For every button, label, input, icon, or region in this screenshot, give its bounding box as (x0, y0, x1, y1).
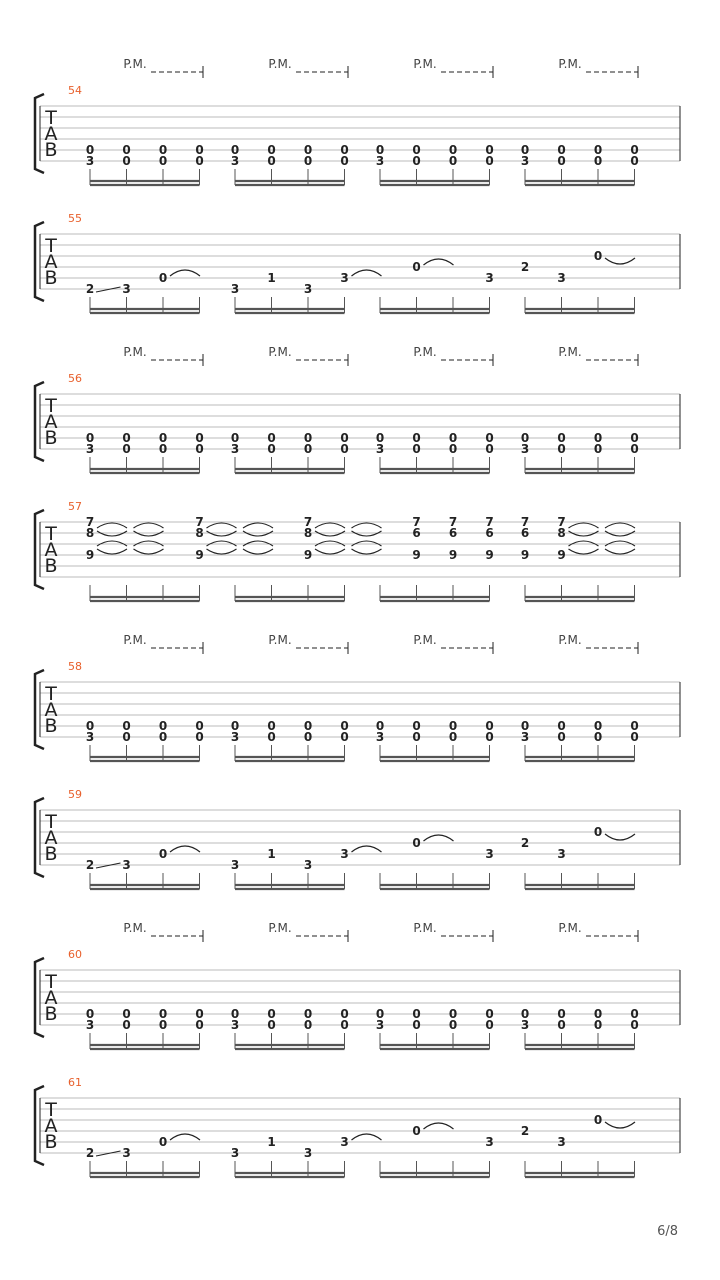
fret-number: 0 (520, 1007, 530, 1021)
fret-number: 0 (593, 249, 603, 263)
tie-arc (170, 846, 200, 852)
palm-mute-label: P.M. (268, 57, 292, 71)
fret-number: 3 (375, 442, 385, 456)
fret-number: 0 (340, 442, 349, 456)
measure-number: 61 (68, 1076, 82, 1089)
fret-number: 0 (158, 719, 168, 733)
fret-number: 0 (340, 719, 349, 733)
fret-number: 0 (630, 719, 639, 733)
fret-number: 3 (230, 442, 240, 456)
tab-clef-letter: A (44, 827, 58, 849)
fret-number: 9 (485, 548, 494, 562)
fret-number: 0 (448, 719, 458, 733)
palm-mute-label: P.M. (558, 633, 582, 647)
palm-mute-label: P.M. (268, 921, 292, 935)
tie-arc (352, 549, 382, 554)
fret-number: 0 (557, 1018, 566, 1032)
fret-number: 0 (593, 442, 603, 456)
fret-number: 0 (557, 143, 566, 157)
fret-number: 9 (448, 548, 458, 562)
fret-number: 0 (630, 431, 639, 445)
fret-number: 0 (448, 730, 458, 744)
fret-number: 0 (412, 431, 421, 445)
tie-arc (424, 259, 454, 265)
tab-clef-letter: B (44, 843, 58, 865)
fret-number: 6 (448, 526, 458, 540)
tab-clef-letter: A (44, 699, 58, 721)
fret-number: 0 (412, 442, 421, 456)
fret-number: 1 (267, 847, 276, 861)
fret-number: 3 (122, 1146, 131, 1160)
tab-clef-letter: A (44, 987, 58, 1009)
tab-clef-letter: A (44, 251, 58, 273)
tab-clef-letter: T (45, 235, 57, 257)
fret-number: 0 (412, 1124, 421, 1138)
fret-number: 0 (375, 719, 385, 733)
palm-mute-label: P.M. (123, 633, 147, 647)
fret-number: 0 (195, 730, 204, 744)
fret-number: 0 (557, 431, 566, 445)
tie-arc (605, 258, 635, 264)
fret-number: 0 (303, 154, 313, 168)
fret-number: 0 (557, 1007, 566, 1021)
fret-number: 0 (303, 143, 313, 157)
fret-number: 9 (412, 548, 421, 562)
tie-arc (605, 523, 635, 528)
tie-arc (170, 270, 200, 276)
fret-number: 0 (122, 431, 131, 445)
fret-number: 0 (520, 431, 530, 445)
tab-system (35, 1076, 680, 1177)
fret-number: 0 (448, 431, 458, 445)
fret-number: 0 (158, 154, 168, 168)
fret-number: 8 (195, 526, 204, 540)
fret-number: 0 (158, 1135, 168, 1149)
tab-clef-letter: A (44, 411, 58, 433)
measure-number: 59 (68, 788, 82, 801)
measure-number: 54 (68, 84, 82, 97)
tab-system (35, 921, 680, 1049)
tie-arc (352, 523, 382, 528)
fret-number: 0 (230, 431, 240, 445)
fret-number: 2 (520, 1124, 530, 1138)
fret-number: 0 (195, 1018, 204, 1032)
tie-arc (170, 1134, 200, 1140)
fret-number: 0 (340, 431, 349, 445)
fret-number: 0 (412, 1007, 421, 1021)
fret-number: 0 (557, 719, 566, 733)
fret-number: 0 (230, 1007, 240, 1021)
fret-number: 0 (267, 143, 276, 157)
fret-number: 0 (375, 143, 385, 157)
tab-clef-letter: B (44, 1131, 58, 1153)
measure-number: 58 (68, 660, 82, 673)
fret-number: 0 (630, 1018, 639, 1032)
fret-number: 2 (85, 1146, 95, 1160)
fret-number: 0 (85, 431, 95, 445)
tie-arc (569, 549, 599, 554)
fret-number: 0 (485, 442, 494, 456)
fret-number: 0 (412, 730, 421, 744)
fret-number: 0 (158, 431, 168, 445)
fret-number: 3 (122, 858, 131, 872)
fret-number: 7 (85, 515, 95, 529)
fret-number: 9 (520, 548, 530, 562)
fret-number: 0 (267, 730, 276, 744)
fret-number: 3 (230, 1018, 240, 1032)
fret-number: 0 (303, 1018, 313, 1032)
fret-number: 3 (122, 282, 131, 296)
fret-number: 0 (593, 1018, 603, 1032)
fret-number: 1 (267, 1135, 276, 1149)
fret-number: 0 (195, 143, 204, 157)
fret-number: 3 (375, 730, 385, 744)
fret-number: 3 (303, 282, 313, 296)
fret-number: 3 (230, 730, 240, 744)
fret-number: 0 (85, 143, 95, 157)
fret-number: 0 (630, 154, 639, 168)
fret-number: 0 (448, 1018, 458, 1032)
fret-number: 0 (195, 442, 204, 456)
fret-number: 3 (557, 847, 566, 861)
tab-clef-letter: T (45, 107, 57, 129)
fret-number: 3 (520, 730, 530, 744)
fret-number: 0 (375, 431, 385, 445)
fret-number: 0 (448, 154, 458, 168)
fret-number: 0 (593, 1113, 603, 1127)
fret-number: 0 (303, 719, 313, 733)
fret-number: 0 (122, 154, 131, 168)
fret-number: 3 (557, 271, 566, 285)
tab-system (35, 633, 680, 761)
fret-number: 0 (158, 442, 168, 456)
fret-number: 0 (448, 143, 458, 157)
fret-number: 0 (340, 143, 349, 157)
fret-number: 3 (375, 154, 385, 168)
tab-clef-letter: T (45, 395, 57, 417)
fret-number: 9 (557, 548, 566, 562)
fret-number: 0 (267, 1018, 276, 1032)
fret-number: 0 (448, 442, 458, 456)
fret-number: 3 (303, 858, 313, 872)
fret-number: 0 (340, 730, 349, 744)
fret-number: 0 (593, 825, 603, 839)
palm-mute-label: P.M. (558, 921, 582, 935)
fret-number: 0 (195, 719, 204, 733)
tab-system (35, 345, 680, 473)
fret-number: 3 (85, 442, 95, 456)
fret-number: 3 (485, 271, 494, 285)
tab-clef-letter: B (44, 1003, 58, 1025)
fret-number: 0 (630, 442, 639, 456)
tie-arc (352, 1134, 382, 1140)
fret-number: 0 (448, 1007, 458, 1021)
tie-arc (207, 549, 237, 554)
tab-clef-letter: B (44, 139, 58, 161)
fret-number: 7 (557, 515, 566, 529)
fret-number: 3 (230, 858, 240, 872)
palm-mute-label: P.M. (123, 921, 147, 935)
fret-number: 0 (303, 431, 313, 445)
fret-number: 0 (485, 154, 494, 168)
fret-number: 0 (557, 442, 566, 456)
tab-clef-letter: T (45, 683, 57, 705)
tab-clef-letter: T (45, 971, 57, 993)
fret-number: 0 (520, 143, 530, 157)
fret-number: 0 (158, 1018, 168, 1032)
fret-number: 0 (158, 730, 168, 744)
fret-number: 3 (485, 847, 494, 861)
fret-number: 3 (340, 271, 349, 285)
fret-number: 0 (340, 1018, 349, 1032)
fret-number: 3 (520, 154, 530, 168)
tie-arc (424, 1123, 454, 1129)
fret-number: 3 (85, 154, 95, 168)
tie-arc (134, 523, 164, 528)
tie-arc (315, 523, 345, 528)
fret-number: 0 (195, 1007, 204, 1021)
palm-mute-label: P.M. (558, 57, 582, 71)
fret-number: 0 (412, 154, 421, 168)
fret-number: 0 (267, 442, 276, 456)
fret-number: 0 (303, 442, 313, 456)
tab-clef-letter: B (44, 715, 58, 737)
measure-number: 60 (68, 948, 82, 961)
fret-number: 8 (303, 526, 313, 540)
fret-number: 0 (485, 431, 494, 445)
fret-number: 0 (122, 1007, 131, 1021)
fret-number: 0 (412, 143, 421, 157)
fret-number: 9 (303, 548, 313, 562)
fret-number: 8 (85, 526, 95, 540)
fret-number: 7 (412, 515, 421, 529)
tab-clef-letter: T (45, 1099, 57, 1121)
tab-clef-letter: B (44, 267, 58, 289)
measure-number: 57 (68, 500, 82, 513)
fret-number: 3 (230, 282, 240, 296)
fret-number: 3 (230, 154, 240, 168)
tie-arc (605, 834, 635, 840)
tie-arc (605, 1122, 635, 1128)
tie-arc (315, 549, 345, 554)
palm-mute-label: P.M. (268, 345, 292, 359)
fret-number: 0 (158, 847, 168, 861)
page-number: 6/8 (657, 1224, 678, 1239)
tie-arc (569, 523, 599, 528)
fret-number: 0 (158, 271, 168, 285)
fret-number: 0 (267, 1007, 276, 1021)
fret-number: 3 (485, 1135, 494, 1149)
fret-number: 2 (85, 282, 95, 296)
tab-system (35, 212, 680, 313)
fret-number: 7 (520, 515, 530, 529)
fret-number: 0 (593, 719, 603, 733)
fret-number: 2 (85, 858, 95, 872)
fret-number: 0 (195, 431, 204, 445)
tab-system (35, 500, 680, 601)
fret-number: 0 (158, 143, 168, 157)
fret-number: 0 (630, 730, 639, 744)
fret-number: 0 (122, 143, 131, 157)
fret-number: 9 (195, 548, 204, 562)
fret-number: 0 (593, 154, 603, 168)
fret-number: 0 (557, 730, 566, 744)
fret-number: 3 (520, 1018, 530, 1032)
fret-number: 1 (267, 271, 276, 285)
fret-number: 0 (230, 719, 240, 733)
tie-arc (97, 549, 127, 554)
fret-number: 0 (85, 719, 95, 733)
fret-number: 0 (412, 719, 421, 733)
fret-number: 0 (267, 154, 276, 168)
fret-number: 3 (340, 1135, 349, 1149)
fret-number: 0 (412, 836, 421, 850)
palm-mute-label: P.M. (123, 345, 147, 359)
tab-clef-letter: A (44, 1115, 58, 1137)
fret-number: 6 (412, 526, 421, 540)
fret-number: 0 (375, 1007, 385, 1021)
fret-number: 0 (195, 154, 204, 168)
tab-system (35, 788, 680, 889)
palm-mute-label: P.M. (413, 57, 437, 71)
fret-number: 0 (593, 143, 603, 157)
fret-number: 0 (593, 1007, 603, 1021)
fret-number: 0 (485, 1007, 494, 1021)
tab-clef-letter: B (44, 427, 58, 449)
fret-number: 3 (557, 1135, 566, 1149)
palm-mute-label: P.M. (123, 57, 147, 71)
fret-number: 0 (630, 143, 639, 157)
fret-number: 7 (448, 515, 458, 529)
fret-number: 3 (85, 730, 95, 744)
fret-number: 3 (375, 1018, 385, 1032)
palm-mute-label: P.M. (558, 345, 582, 359)
tie-arc (243, 549, 273, 554)
fret-number: 7 (303, 515, 313, 529)
fret-number: 0 (485, 143, 494, 157)
fret-number: 0 (122, 719, 131, 733)
fret-number: 0 (267, 719, 276, 733)
fret-number: 3 (340, 847, 349, 861)
fret-number: 0 (485, 1018, 494, 1032)
palm-mute-label: P.M. (413, 633, 437, 647)
fret-number: 0 (557, 154, 566, 168)
fret-number: 0 (485, 730, 494, 744)
fret-number: 0 (122, 442, 131, 456)
tie-arc (605, 549, 635, 554)
fret-number: 0 (630, 1007, 639, 1021)
tab-clef-letter: A (44, 539, 58, 561)
fret-number: 8 (557, 526, 566, 540)
fret-number: 0 (303, 1007, 313, 1021)
tie-arc (97, 523, 127, 528)
palm-mute-label: P.M. (268, 633, 292, 647)
fret-number: 0 (85, 1007, 95, 1021)
tie-arc (352, 846, 382, 852)
fret-number: 0 (267, 431, 276, 445)
fret-number: 0 (122, 730, 131, 744)
fret-number: 0 (340, 1007, 349, 1021)
fret-number: 3 (230, 1146, 240, 1160)
fret-number: 6 (520, 526, 530, 540)
measure-number: 56 (68, 372, 82, 385)
fret-number: 0 (158, 1007, 168, 1021)
fret-number: 0 (303, 730, 313, 744)
tie-arc (134, 549, 164, 554)
fret-number: 0 (230, 143, 240, 157)
fret-number: 0 (340, 154, 349, 168)
fret-number: 3 (85, 1018, 95, 1032)
tab-clef-letter: T (45, 523, 57, 545)
fret-number: 0 (593, 431, 603, 445)
fret-number: 0 (485, 719, 494, 733)
fret-number: 7 (195, 515, 204, 529)
tab-clef-letter: B (44, 555, 58, 577)
palm-mute-label: P.M. (413, 921, 437, 935)
fret-number: 9 (85, 548, 95, 562)
fret-number: 0 (122, 1018, 131, 1032)
fret-number: 0 (593, 730, 603, 744)
tie-arc (352, 270, 382, 276)
measure-number: 55 (68, 212, 82, 225)
tab-clef-letter: T (45, 811, 57, 833)
tab-system (35, 57, 680, 185)
fret-number: 6 (485, 526, 494, 540)
fret-number: 7 (485, 515, 494, 529)
fret-number: 0 (412, 260, 421, 274)
tie-arc (207, 523, 237, 528)
fret-number: 3 (520, 442, 530, 456)
fret-number: 2 (520, 836, 530, 850)
fret-number: 3 (303, 1146, 313, 1160)
tie-arc (243, 523, 273, 528)
tie-arc (424, 835, 454, 841)
fret-number: 2 (520, 260, 530, 274)
fret-number: 0 (412, 1018, 421, 1032)
palm-mute-label: P.M. (413, 345, 437, 359)
tab-clef-letter: A (44, 123, 58, 145)
fret-number: 0 (520, 719, 530, 733)
